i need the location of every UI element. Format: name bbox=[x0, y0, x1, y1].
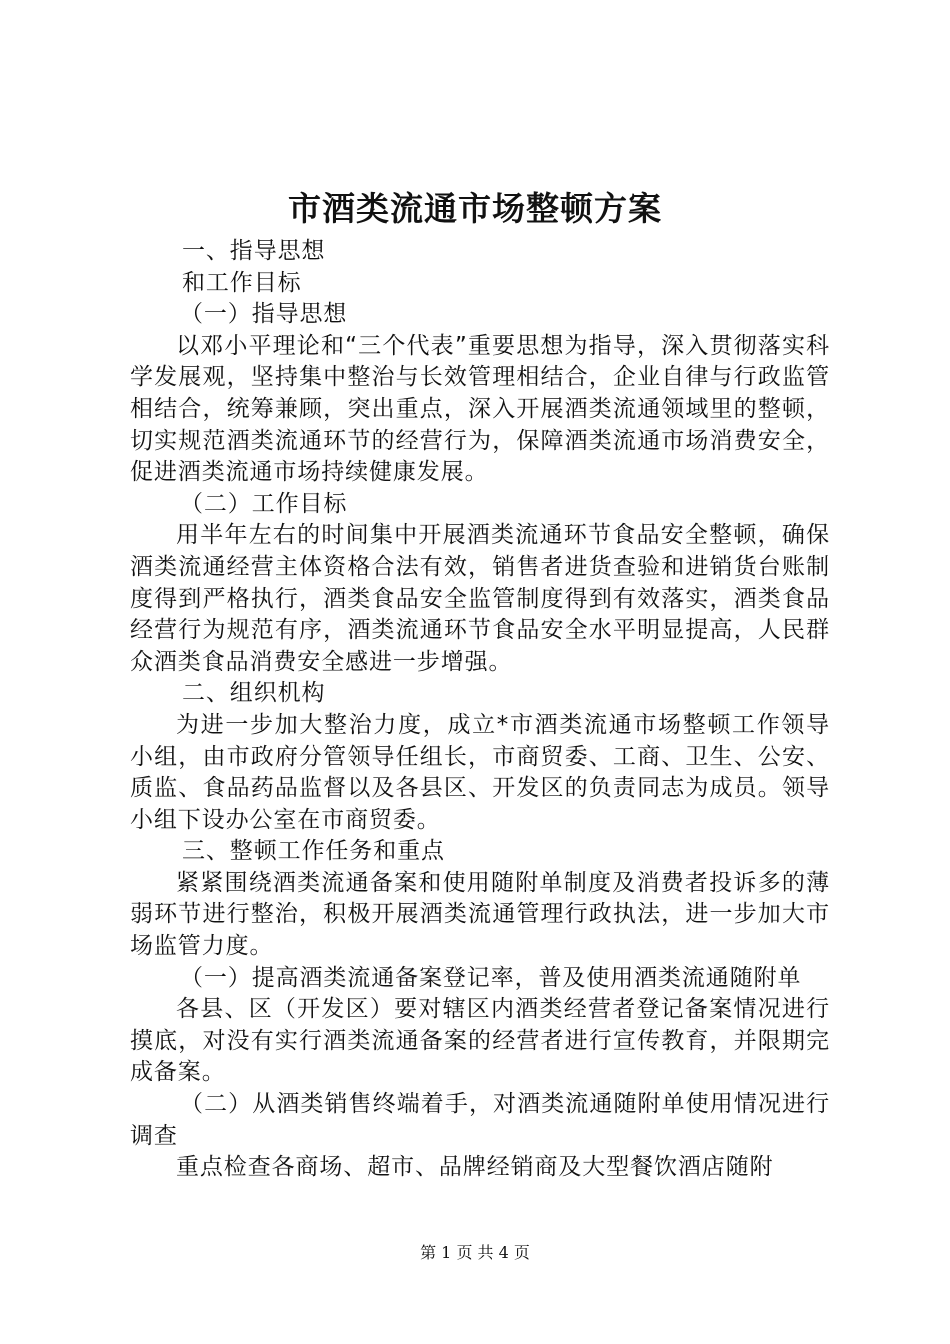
section-heading-continued: 和工作目标 bbox=[182, 269, 302, 296]
paragraph-guiding-ideology: 以邓小平理论和“三个代表”重要思想为指导，深入贯彻落实科学发展观，坚持集中整治与长效管理相结合，企业自律与行政监管相结合，统筹兼顾，突出重点，深入开展酒类流通领域里的整顿，切实规范酒类流通环节的经营行为，保障酒类流通市场消费安全，促进酒类流通市场持续健康发展。 bbox=[130, 332, 830, 486]
page-number-footer: 第 1 页 共 4 页 bbox=[420, 1243, 530, 1262]
subsection-heading-registration: （一）提高酒类流通备案登记率，普及使用酒类流通随附单 bbox=[180, 964, 802, 991]
paragraph-organization: 为进一步加大整治力度，成立*市酒类流通市场整顿工作领导小组，由市政府分管领导任组长，市商贸委、工商、卫生、公安、质监、食品药品监督以及各县区、开发区的负责同志为成员。领导小组下设办公室在市商贸委。 bbox=[130, 711, 830, 833]
subsection-heading-investigation: （二）从酒类销售终端着手，对酒类流通随附单使用情况进行调查 bbox=[130, 1091, 830, 1149]
subsection-heading-guiding-ideology: （一）指导思想 bbox=[180, 301, 348, 328]
section-heading-guiding-ideology: 一、指导思想 bbox=[182, 238, 326, 264]
section-heading-tasks: 三、整顿工作任务和重点 bbox=[182, 838, 445, 865]
paragraph-registration: 各县、区（开发区）要对辖区内酒类经营者登记备案情况进行摸底，对没有实行酒类流通备案的经营者进行宣传教育，并限期完成备案。 bbox=[130, 996, 830, 1086]
section-heading-organization: 二、组织机构 bbox=[182, 680, 326, 707]
subsection-heading-work-goals: （二）工作目标 bbox=[180, 490, 348, 517]
paragraph-investigation: 重点检查各商场、超市、品牌经销商及大型餐饮酒店随附 bbox=[176, 1154, 774, 1181]
paragraph-tasks: 紧紧围绕酒类流通备案和使用随附单制度及消费者投诉多的薄弱环节进行整治，积极开展酒类流通管理行政执法，进一步加大市场监管力度。 bbox=[130, 869, 830, 960]
document-body bbox=[130, 236, 830, 1184]
paragraph-work-goals: 用半年左右的时间集中开展酒类流通环节食品安全整顿，确保酒类流通经营主体资格合法有效，销售者进货查验和进销货台账制度得到严格执行，酒类食品安全监管制度得到有效落实，酒类食品经营行为规范有序，酒类流通环节食品安全水平明显提高，人民群众酒类食品消费安全感进一步增强。 bbox=[130, 522, 830, 675]
document-title: 市酒类流通市场整顿方案 bbox=[288, 189, 662, 228]
